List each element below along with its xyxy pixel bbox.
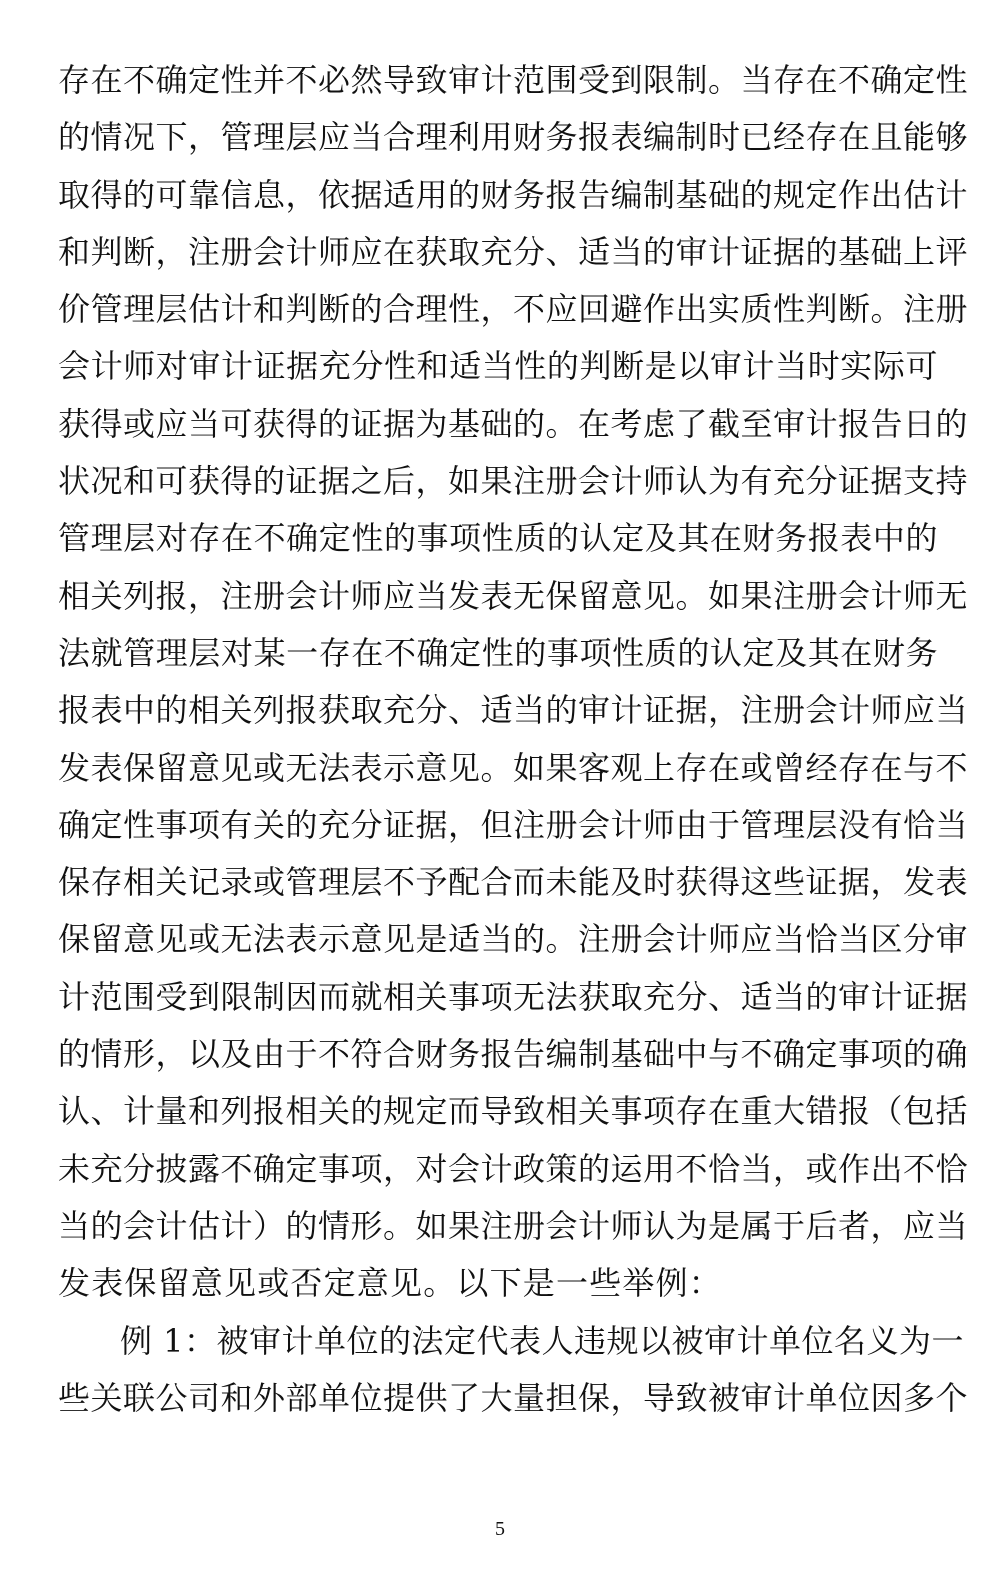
text-line: 价管理层估计和判断的合理性，不应回避作出实质性判断。注册: [58, 290, 969, 329]
text-line: 管理层对存在不确定性的事项性质的认定及其在财务报表中的: [58, 519, 938, 558]
text-line: 发表保留意见或否定意见。以下是一些举例：: [58, 1264, 723, 1303]
text-line: 些关联公司和外部单位提供了大量担保，导致被审计单位因多个: [58, 1378, 969, 1417]
text-line: 报表中的相关列报获取充分、适当的审计证据，注册会计师应当: [58, 691, 969, 730]
text-line: 和判断，注册会计师应在获取充分、适当的审计证据的基础上评: [58, 232, 969, 271]
text-line: 相关列报，注册会计师应当发表无保留意见。如果注册会计师无: [58, 576, 969, 615]
text-line: 状况和可获得的证据之后，如果注册会计师认为有充分证据支持: [58, 462, 969, 501]
text-line: 会计师对审计证据充分性和适当性的判断是以审计当时实际可: [58, 347, 938, 386]
text-line: 的情况下，管理层应当合理利用财务报表编制时已经存在且能够: [58, 118, 969, 157]
text-line: 取得的可靠信息，依据适用的财务报告编制基础的规定作出估计: [58, 175, 969, 214]
text-line: 确定性事项有关的充分证据，但注册会计师由于管理层没有恰当: [58, 805, 969, 844]
text-line: 未充分披露不确定事项，对会计政策的运用不恰当，或作出不恰: [58, 1149, 969, 1188]
text-line: 获得或应当可获得的证据为基础的。在考虑了截至审计报告日的: [58, 404, 969, 443]
text-line: 的情形，以及由于不符合财务报告编制基础中与不确定事项的确: [58, 1035, 969, 1074]
text-line: 保存相关记录或管理层不予配合而未能及时获得这些证据，发表: [58, 863, 969, 902]
document-body: [58, 52, 969, 1427]
text-line: 保留意见或无法表示意见是适当的。注册会计师应当恰当区分审: [58, 920, 969, 959]
text-line: 计范围受到限制因而就相关事项无法获取充分、适当的审计证据: [58, 977, 969, 1016]
text-line: 法就管理层对某一存在不确定性的事项性质的认定及其在财务: [58, 633, 938, 672]
text-line: 认、计量和列报相关的规定而导致相关事项存在重大错报（包括: [58, 1092, 969, 1131]
text-line: 存在不确定性并不必然导致审计范围受到限制。当存在不确定性: [58, 61, 969, 99]
example-heading-line: 例 1：被审计单位的法定代表人违规以被审计单位名义为一: [120, 1321, 965, 1360]
text-line: 发表保留意见或无法表示意见。如果客观上存在或曾经存在与不: [58, 748, 969, 787]
text-line: 当的会计估计）的情形。如果注册会计师认为是属于后者，应当: [58, 1206, 969, 1245]
page-number: 5: [495, 1518, 505, 1540]
